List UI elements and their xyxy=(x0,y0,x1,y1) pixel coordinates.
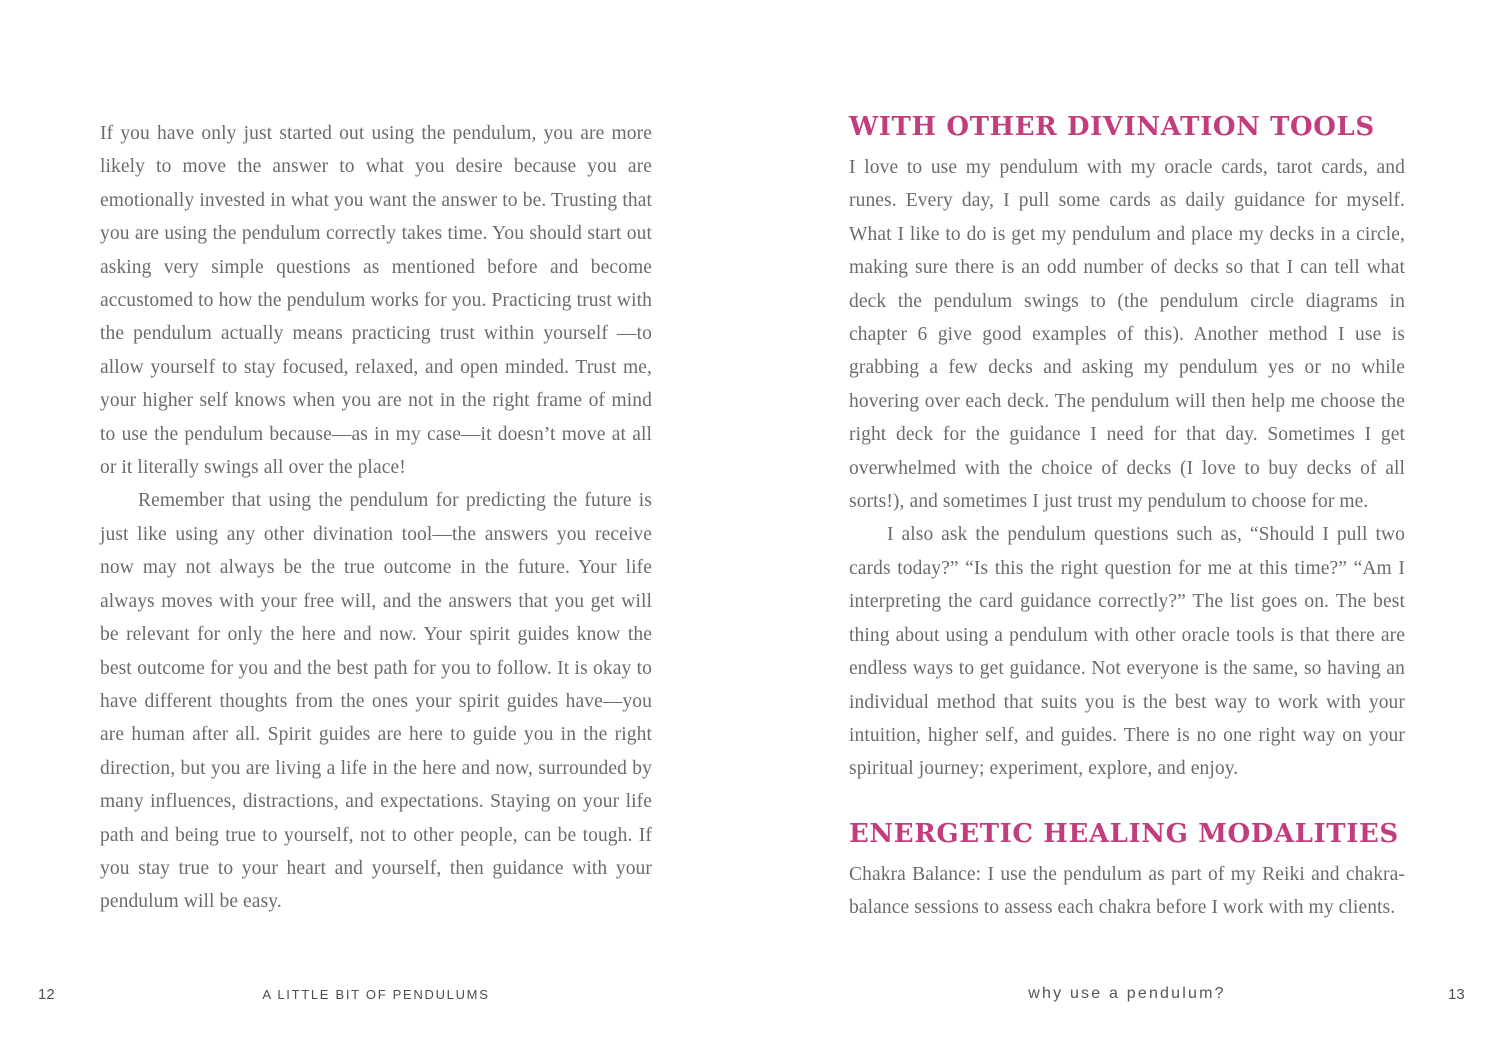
page-number-left: 12 xyxy=(38,986,55,1003)
running-footer-book-title: A LITTLE BIT OF PENDULUMS xyxy=(262,987,490,1002)
section-heading-energetic-healing: ENERGETIC HEALING MODALITIES xyxy=(849,818,1399,849)
page-left xyxy=(100,117,652,919)
right-page-paragraph-1: I love to use my pendulum with my oracle cards, tarot cards, and runes. Every day, I pull some cards as daily guidance for myself. What I like to do is get my pendulum and place my decks in a circle, making sure there is an odd number of decks so that I can tell what deck the pendulum swings to (the pendulum circle diagrams in chapter 6 give good examples of this). Another method I use is grabbing a few decks and asking my pendulum yes or no while hovering over each deck. The pendulum will then help me choose the right deck for the guidance I need for that day. Sometimes I get overwhelmed with the choice of decks (I love to buy decks of all sorts!), and sometimes I just trust my pendulum to choose for me. xyxy=(849,157,1405,513)
right-page-paragraph-3: Chakra Balance: I use the pendulum as part of my Reiki and chakra-balance sessions to assess each chakra before I work with my clients. xyxy=(849,863,1405,919)
left-page-paragraph-2: Remember that using the pendulum for predicting the future is just like using any other divination tool—the answers you receive now may not always be the true outcome in the future. Your life always moves with your free will, and the answers that you get will be relevant for only the here and now. Your spirit guides know the best outcome for you and the best path for you to follow. It is okay to have different thoughts from the ones your spirit guides have—you are human after all. Spirit guides are here to guide you in the right direction, but you are living a life in the here and now, surrounded by many influences, distractions, and expectations. Staying on your life path and being true to yourself, not to other people, can be tough. If you stay true to your heart and yourself, then guidance with your pendulum will be easy. xyxy=(100,490,652,913)
left-page-paragraph-1: If you have only just started out using the pendulum, you are more likely to move the answer to what you desire because you are emotionally invested in what you want the answer to be. Trusting that you are using the pendulum correctly takes time. You should start out asking very simple questions as mentioned before and become accustomed to how the pendulum works for you. Practicing trust with the pendulum actually means practicing trust within yourself —to allow yourself to stay focused, relaxed, and open minded. Trust me, your higher self knows when you are not in the right frame of mind to use the pendulum because—as in my case—it doesn’t move at all or it literally swings all over the place! xyxy=(100,123,652,479)
section-energetic-healing-modalities xyxy=(849,819,1405,925)
page-number-right: 13 xyxy=(1448,986,1465,1003)
running-footer-chapter-title: why use a pendulum? xyxy=(1028,985,1226,1002)
section-with-other-divination-tools xyxy=(849,112,1405,786)
page-right xyxy=(849,112,1405,925)
section-heading-divination-tools: WITH OTHER DIVINATION TOOLS xyxy=(849,112,1375,142)
right-page-paragraph-2: I also ask the pendulum questions such as, “Should I pull two cards today?” “Is this the right question for me at this time?” “Am I interpreting the card guidance correctly?” The list goes on. The best thing about using a pendulum with other oracle tools is that there are endless ways to get guidance. Not everyone is the same, so having an individual method that suits you is the best way to work with your intuition, higher self, and guides. There is no one right way on your spiritual journey; experiment, explore, and enjoy. xyxy=(849,524,1405,780)
